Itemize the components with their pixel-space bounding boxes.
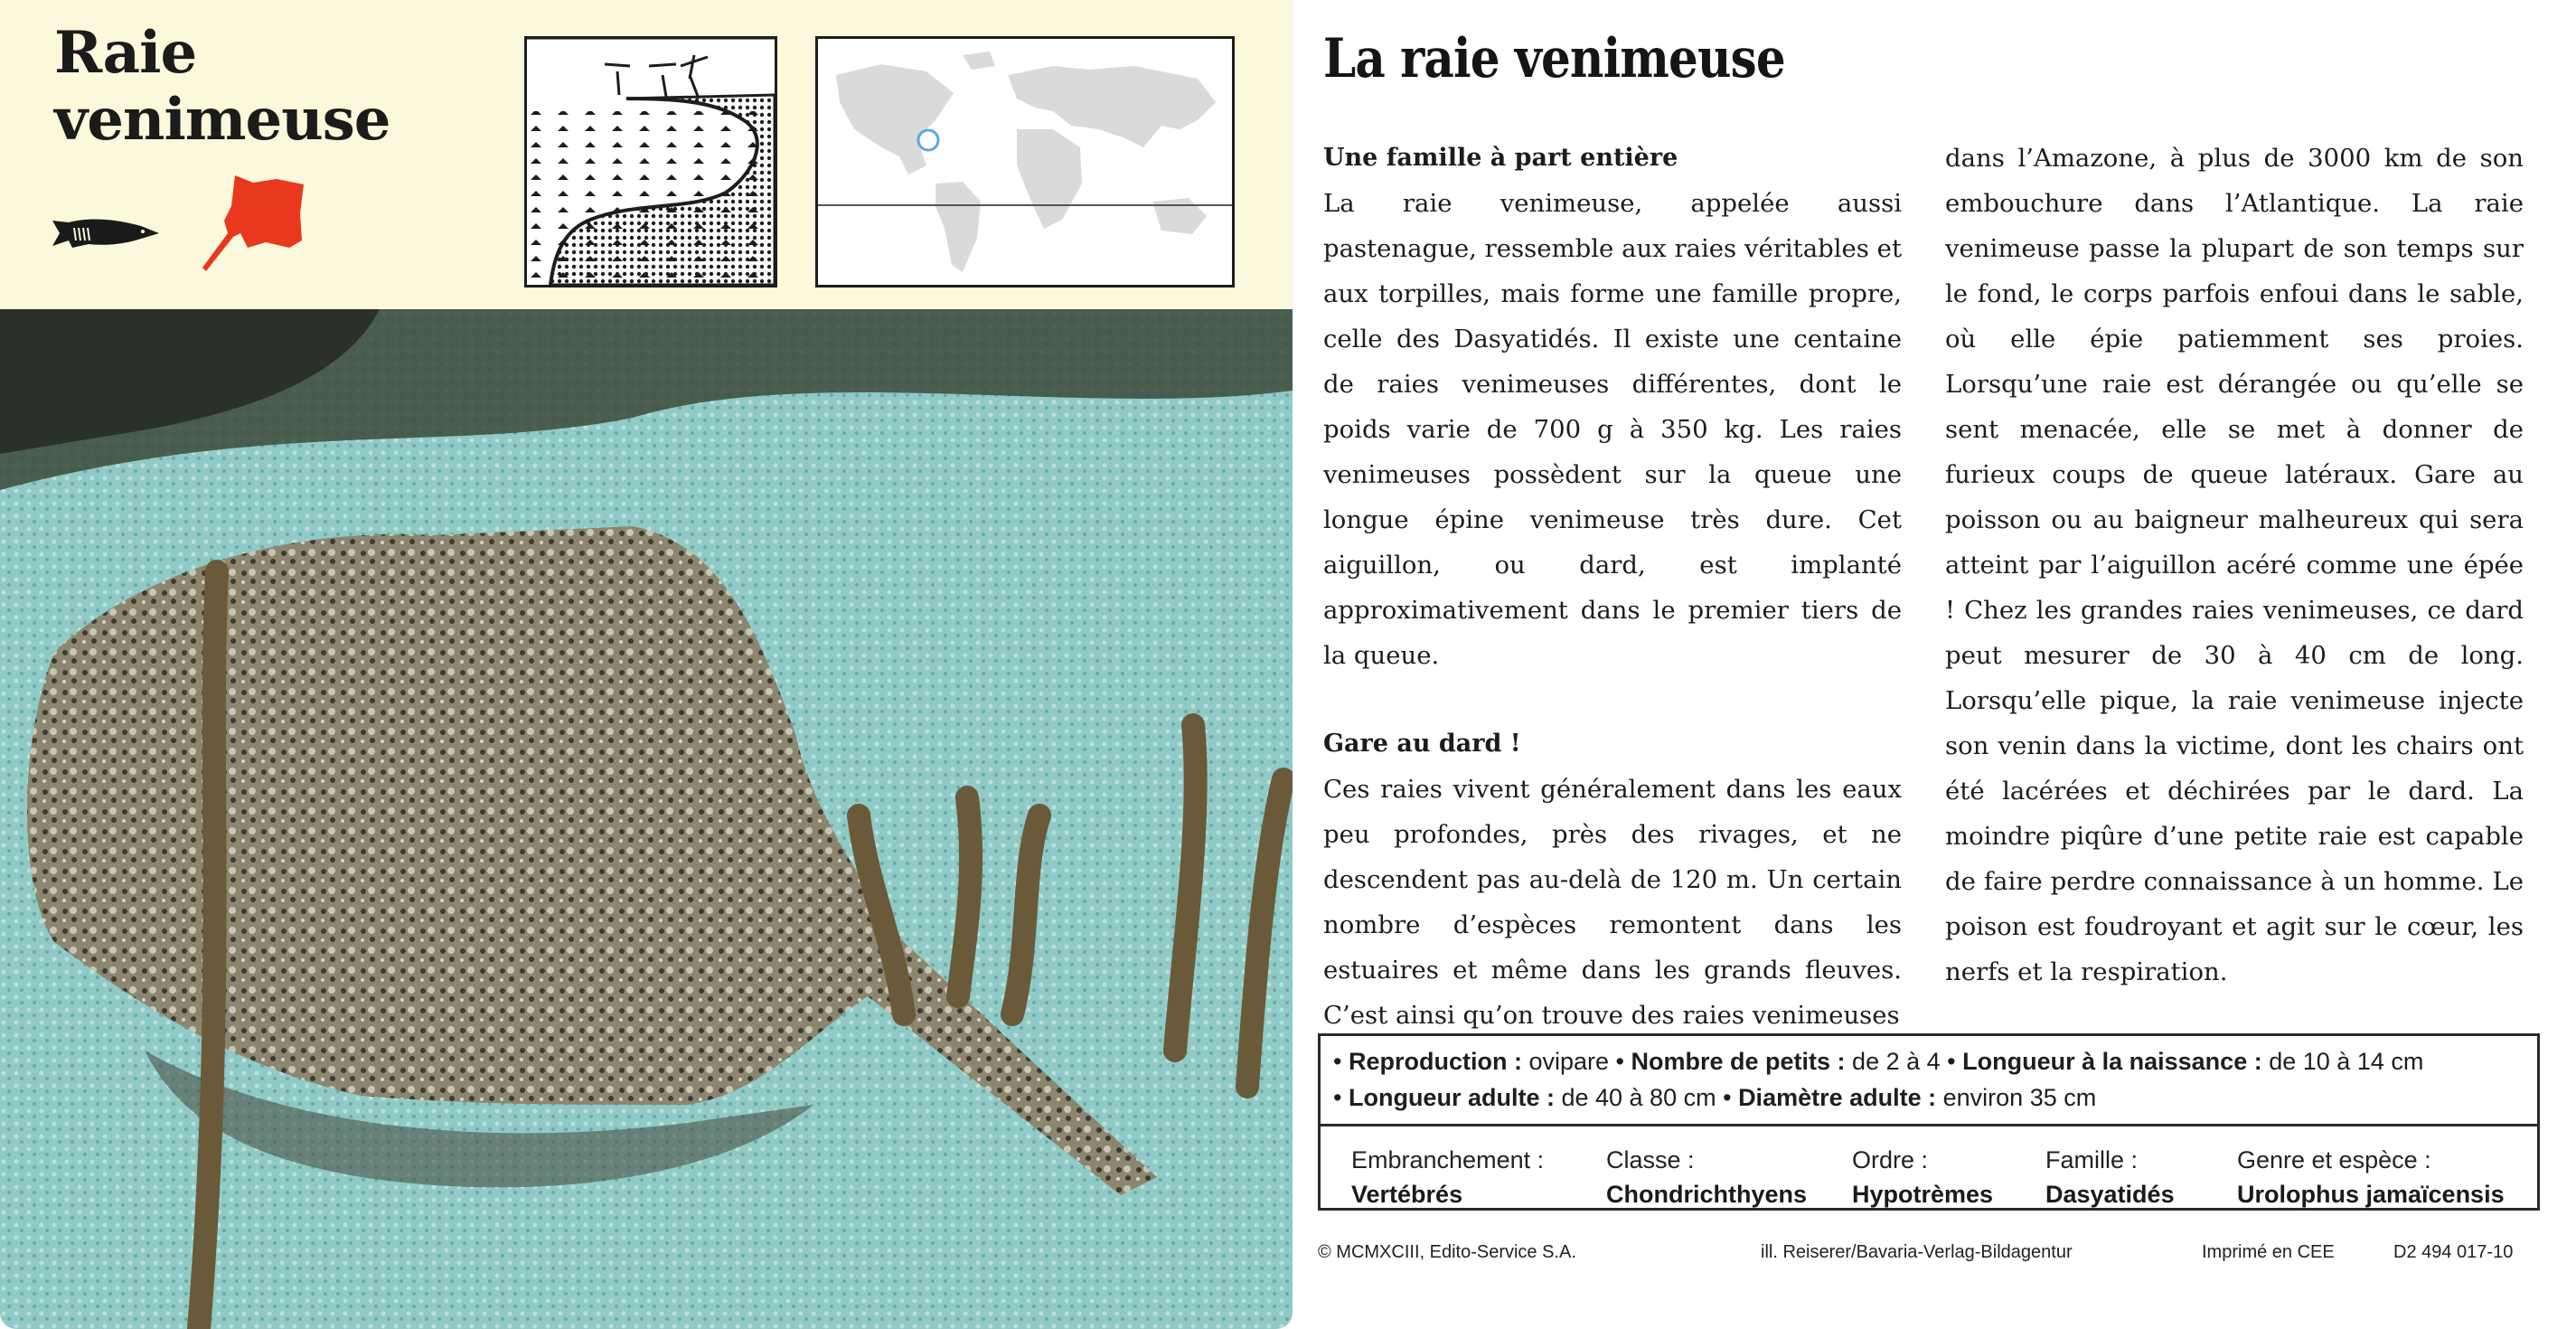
- world-map-icon: [815, 36, 1235, 287]
- petits-value: de 2 à 4: [1852, 1048, 1941, 1075]
- footer-illustration: ill. Reiserer/Bavaria-Verlag-Bildagentur: [1761, 1242, 2073, 1262]
- back-title: La raie venimeuse: [1323, 27, 1785, 90]
- petits-label: Nombre de petits :: [1631, 1048, 1846, 1075]
- reproduction-value: ovipare: [1528, 1048, 1610, 1075]
- tax-value: Urolophus jamaïcensis: [2237, 1181, 2505, 1208]
- footer-code: D2 494 017-10: [2393, 1242, 2514, 1262]
- tax-classe: [1606, 1143, 1807, 1211]
- naissance-value: de 10 à 14 cm: [2269, 1048, 2424, 1075]
- section1-heading: Une famille à part entière: [1323, 144, 1678, 172]
- footer-copyright: © MCMXCIII, Edito-Service S.A.: [1318, 1242, 1576, 1262]
- tax-famille: [2045, 1143, 2175, 1211]
- footer-printed: Imprimé en CEE: [2202, 1242, 2335, 1262]
- stingray-photo: [0, 309, 1293, 1329]
- section1-text: La raie venimeuse, appelée aussi pastenague, ressemble aux raies véritables et aux torpilles, mais forme une famille propre, celle des Dasyatidés. Il existe une centaine de raies venimeuses différentes, dont le poids varie de 700 g à 350 kg. Les raies venimeuses possèdent sur la queue une longue épine venimeuse très dure. Cet aiguillon, ou dard, est implanté approximativement dans le premier tiers de la queue.: [1323, 189, 1902, 670]
- ray-icon: [201, 170, 307, 277]
- reproduction-label: Reproduction :: [1348, 1048, 1522, 1075]
- tax-genre-espece: [2237, 1143, 2505, 1211]
- diametre-label: Diamètre adulte :: [1738, 1084, 1937, 1111]
- tax-ordre: [1852, 1143, 1993, 1211]
- naissance-label: Longueur à la naissance :: [1962, 1048, 2262, 1075]
- back-card: [1312, 0, 2576, 1329]
- tax-value: Dasyatidés: [2045, 1181, 2175, 1208]
- habitat-coast-icon: [524, 36, 777, 287]
- front-title: [54, 20, 390, 154]
- tax-embranchement: [1351, 1143, 1544, 1211]
- facts-box: [1318, 1033, 2540, 1211]
- front-header: [0, 0, 1293, 309]
- facts-summary: • Reproduction : ovipare • Nombre de petits : de 2 à 4 • Longueur à la naissance : de 10 à 14 cm • Longueur adulte : de 40 à 80 cm • Diamètre adulte : environ 35 cm: [1321, 1036, 2537, 1126]
- tax-label: Embranchement :: [1351, 1146, 1545, 1173]
- adulte-value: de 40 à 80 cm: [1561, 1084, 1716, 1111]
- tax-value: Vertébrés: [1351, 1181, 1463, 1208]
- tax-value: Hypotrèmes: [1852, 1181, 1994, 1208]
- section2-heading: Gare au dard !: [1323, 730, 1521, 758]
- shark-icon: [52, 201, 161, 264]
- tax-label: Classe :: [1606, 1146, 1695, 1173]
- tax-label: Ordre :: [1852, 1146, 1929, 1173]
- front-title-line2: venimeuse: [54, 86, 390, 154]
- column2-text: dans l’Amazone, à plus de 3000 km de son embouchure dans l’Atlantique. La raie venimeuse passe la plupart de son temps sur le fond, le corps parfois enfoui dans le sable, où elle épie patiemment ses proies. Lorsqu’une raie est dérangée ou qu’elle se sent menacée, elle se met à donner de furieux coups de queue latéraux. Gare au poisson ou au baigneur malheureux qui sera atteint par l’aiguillon acéré comme une épée ! Chez les grandes raies venimeuses, ce dard peut mesurer de 30 à 40 cm de long. Lorsqu’elle pique, la raie venimeuse injecte son venin dans la victime, dont les chairs ont été lacérées et déchirées par le dard. La moindre piqûre d’une petite raie est capable de faire perdre connaissance à un homme. Le poison est foudroyant et agit sur le cœur, les nerfs et la respiration.: [1945, 144, 2524, 986]
- tax-value: Chondrichthyens: [1606, 1181, 1808, 1208]
- text-column-2: [1945, 136, 2524, 1038]
- front-title-line1: Raie: [54, 19, 197, 87]
- tax-label: Genre et espèce :: [2237, 1146, 2431, 1173]
- section2-text: Ces raies vivent généralement dans les eaux peu profondes, près des rivages, et ne descendent pas au-delà de 120 m. Un certain nombre d’espèces remontent dans les estuaires et même dans les grands fleuves. C’est ainsi qu’on trouve des raies venimeuses: [1323, 775, 1902, 1030]
- text-column-1: [1323, 136, 1902, 1081]
- tax-label: Famille :: [2045, 1146, 2139, 1173]
- diametre-value: environ 35 cm: [1942, 1084, 2097, 1111]
- adulte-label: Longueur adulte :: [1348, 1084, 1555, 1111]
